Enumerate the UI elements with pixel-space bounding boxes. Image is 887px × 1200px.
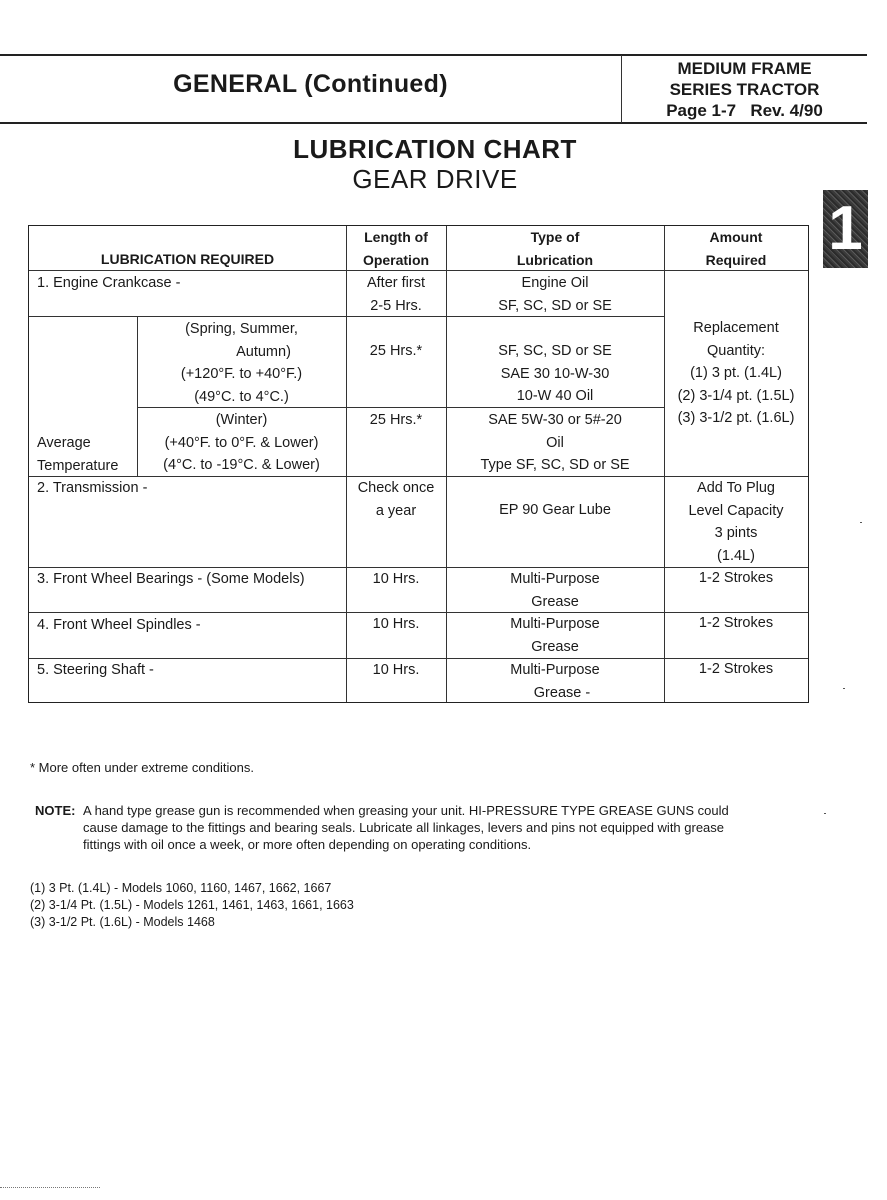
grease-gun-note [35,802,835,852]
summer-condition-line2: Autumn) [236,343,291,360]
scan-speck [843,688,845,689]
steering-type-line2: Grease - [533,684,591,701]
transmission-amount [664,477,808,567]
engine-initial-type-line2: SF, SC, SD or SE [498,297,612,314]
series-info [622,58,867,121]
engine-initial-type-line1: Engine Oil [521,275,589,291]
average-temp-line1: Average [37,435,91,451]
winter-type-line2: Oil [546,434,564,451]
chart-title: LUBRICATION CHART [293,134,577,164]
scan-speck [824,813,826,814]
engine-amount-line5: (3) 3-1/2 pt. (1.6L) [677,410,795,427]
header-lubrication-required: LUBRICATION REQUIRED [100,251,275,267]
transmission-length [346,477,446,522]
steering-type-line1: Multi-Purpose [510,662,600,678]
row-steering-shaft-label: 5. Steering Shaft - [37,662,154,678]
engine-initial-length-line2: 2-5 Hrs. [370,297,422,314]
summer-type-line3: 10-W 40 Oil [516,388,594,405]
transmission-amount-line3: 3 pints [714,525,758,542]
header-top-rule [0,54,867,56]
revision: Rev. 4/90 [750,101,823,120]
summer-type [446,340,664,408]
transmission-amount-line4: (1.4L) [717,547,755,564]
summer-length: 25 Hrs.* [369,343,423,359]
bearings-amount: 1-2 Strokes [698,570,774,586]
engine-amount [664,317,808,430]
spindles-type [446,613,664,658]
transmission-length-line1: Check once [357,480,435,496]
summer-condition-line3: (+120°F. to +40°F.) [180,366,303,383]
header-type-line2: Lubrication [516,251,594,268]
summer-type-line2: SAE 30 10-W-30 [500,365,610,382]
header-length-line2: Operation [362,251,430,268]
series-line-1: MEDIUM FRAME [677,59,812,78]
spindles-amount: 1-2 Strokes [698,615,774,631]
scan-edge-mark [0,1187,100,1188]
section-tab-icon [823,190,868,268]
page-revision [622,100,867,121]
note-line-3: fittings with oil once a week, or more often depending on operating conditions. [83,837,532,852]
header-amount-line2: Required [705,251,767,268]
row-front-wheel-spindles-label: 4. Front Wheel Spindles - [37,617,201,633]
note-label: NOTE: [35,803,76,818]
header-bottom-rule [0,122,867,124]
summer-condition-line4: (49°C. to 4°C.) [194,388,289,405]
winter-length: 25 Hrs.* [369,412,423,428]
row-transmission-label: 2. Transmission - [37,480,148,496]
note-line-1: A hand type grease gun is recommended when greasing your unit. HI-PRESSURE TYPE GREASE GUNS could [83,803,729,818]
engine-initial-length-line1: After first [366,275,425,291]
spindles-type-line1: Multi-Purpose [510,616,600,632]
model-capacity-3: (3) 3-1/2 Pt. (1.6L) - Models 1468 [30,915,215,929]
winter-condition-line1: (Winter) [215,412,268,428]
summer-condition-line1: (Spring, Summer, [185,321,298,337]
steering-length: 10 Hrs. [372,662,420,678]
note-line-2: cause damage to the fittings and bearing seals. Lubricate all linkages, levers and pins not equipped with grease [83,820,725,835]
bearings-type-line2: Grease [531,593,579,610]
header-length-of-operation [346,226,446,271]
engine-initial-type [446,272,664,317]
winter-condition [137,409,346,477]
engine-amount-line3: (1) 3 pt. (1.4L) [690,365,782,382]
winter-condition-line3: (4°C. to -19°C. & Lower) [163,457,320,474]
chart-subtitle: GEAR DRIVE [352,164,518,194]
transmission-length-line2: a year [375,502,417,519]
bearings-type [446,568,664,613]
engine-initial-length [346,272,446,317]
steering-type [446,659,664,704]
lubrication-table [28,225,809,703]
winter-type [446,409,664,477]
scan-speck [860,522,862,523]
spindles-length: 10 Hrs. [372,616,420,632]
average-temperature-label [37,432,118,477]
series-line-2: SERIES TRACTOR [669,80,820,99]
summer-type-line1: SF, SC, SD or SE [498,343,612,359]
engine-amount-line2: Quantity: [706,342,766,359]
header-type-line1: Type of [530,229,580,245]
model-capacity-list [30,880,354,931]
transmission-amount-line1: Add To Plug [697,480,775,496]
header-amount-required [664,226,808,271]
header-amount-line1: Amount [709,229,763,245]
note-body [83,802,823,853]
row-front-wheel-bearings-label: 3. Front Wheel Bearings - (Some Models) [37,571,305,587]
page-ref: Page 1-7 [666,101,737,120]
transmission-type: EP 90 Gear Lube [499,502,611,518]
header-length-line1: Length of [364,229,428,245]
winter-type-line1: SAE 5W-30 or 5#-20 [488,412,622,428]
section-tab-number: 1 [828,194,863,263]
row-engine-crankcase-label: 1. Engine Crankcase - [37,275,181,291]
model-capacity-2: (2) 3-1/4 Pt. (1.5L) - Models 1261, 1461, 1463, 1661, 1663 [30,898,354,912]
steering-amount: 1-2 Strokes [698,661,774,677]
engine-amount-line1: Replacement [693,320,779,336]
section-title: GENERAL (Continued) [173,70,448,98]
bearings-type-line1: Multi-Purpose [510,571,600,587]
average-temp-line2: Temperature [37,457,119,474]
spindles-type-line2: Grease [531,638,579,655]
footnote-asterisk: * More often under extreme conditions. [30,760,255,775]
model-capacity-1: (1) 3 Pt. (1.4L) - Models 1060, 1160, 1467, 1662, 1667 [30,881,332,895]
summer-condition [137,318,346,408]
transmission-amount-line2: Level Capacity [688,502,784,519]
winter-condition-line2: (+40°F. to 0°F. & Lower) [164,434,319,451]
winter-type-line3: Type SF, SC, SD or SE [480,457,630,474]
bearings-length: 10 Hrs. [372,571,420,587]
header-type-of-lubrication [446,226,664,271]
engine-amount-line4: (2) 3-1/4 pt. (1.5L) [677,387,795,404]
